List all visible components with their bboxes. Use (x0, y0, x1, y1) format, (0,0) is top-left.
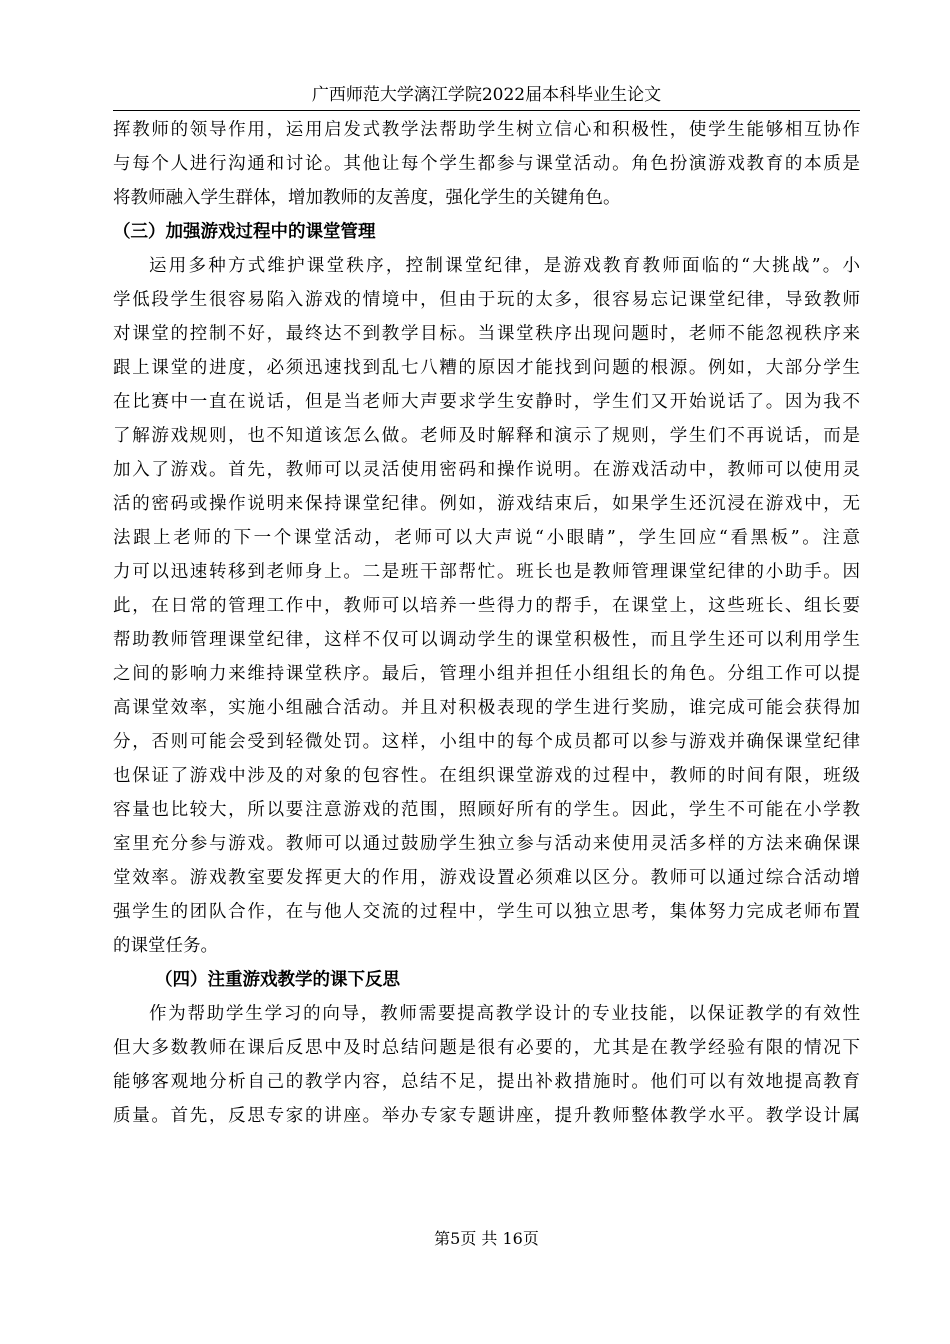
text-line: 堂效率。游戏教室要发挥更大的作用，游戏设置必须难以区分。教师可以通过综合活动增 (113, 868, 860, 888)
text-line: 也保证了游戏中涉及的对象的包容性。在组织课堂游戏的过程中，教师的时间有限，班级 (113, 766, 860, 786)
text-line: 力可以迅速转移到老师身上。二是班干部帮忙。班长也是教师管理课堂纪律的小助手。因 (113, 562, 860, 582)
text-line: 但大多数教师在课后反思中及时总结问题是很有必要的，尤其是在教学经验有限的情况下 (113, 1038, 860, 1058)
text-line: 能够客观地分析自己的教学内容，总结不足，提出补救措施时。他们可以有效地提高教育 (113, 1072, 860, 1092)
text-line: 容量也比较大，所以要注意游戏的范围，照顾好所有的学生。因此，学生不可能在小学教 (113, 800, 860, 820)
paragraph-continued (113, 113, 860, 215)
page-footer (113, 1227, 860, 1251)
text-line: 此，在日常的管理工作中，教师可以培养一些得力的帮手，在课堂上，这些班长、组长要 (113, 596, 860, 616)
text-line: 高课堂效率，实施小组融合活动。并且对积极表现的学生进行奖励，谁完成可能会获得加 (113, 698, 860, 718)
paragraph-classroom-management (113, 249, 860, 963)
text-line: 对课堂的控制不好，最终达不到教学目标。当课堂秩序出现问题时，老师不能忽视秩序来 (113, 324, 860, 344)
running-header (113, 80, 860, 111)
page-body (113, 113, 860, 1133)
text-line: 作为帮助学生学习的向导，教师需要提高教学设计的专业技能，以保证教学的有效性 (149, 1004, 860, 1024)
text-line: 学低段学生很容易陷入游戏的情境中，但由于玩的太多，很容易忘记课堂纪律，导致教师 (113, 290, 860, 310)
paragraph-reflection (113, 997, 860, 1133)
text-line: 将教师融入学生群体，增加教师的友善度，强化学生的关键角色。 (113, 188, 621, 208)
text-line: 运用多种方式维护课堂秩序，控制课堂纪律，是游戏教育教师面临的“大挑战”。小 (149, 256, 860, 276)
text-line: 加入了游戏。首先，教师可以灵活使用密码和操作说明。在游戏活动中，教师可以使用灵 (113, 460, 860, 480)
text-line: 质量。首先，反思专家的讲座。举办专家专题讲座，提升教师整体教学水平。教学设计属 (113, 1106, 860, 1126)
text-line: 帮助教师管理课堂纪律，这样不仅可以调动学生的课堂积极性，而且学生还可以利用学生 (113, 630, 860, 650)
text-line: 与每个人进行沟通和讨论。其他让每个学生都参与课堂活动。角色扮演游戏教育的本质是 (113, 154, 860, 174)
text-line: 之间的影响力来维持课堂秩序。最后，管理小组并担任小组组长的角色。分组工作可以提 (113, 664, 860, 684)
text-line: 活的密码或操作说明来保持课堂纪律。例如，游戏结束后，如果学生还沉浸在游戏中，无 (113, 494, 860, 514)
section-heading-4: （四）注重游戏教学的课下反思 (155, 970, 400, 990)
text-line: 强学生的团队合作，在与他人交流的过程中，学生可以独立思考，集体努力完成老师布置 (113, 902, 860, 922)
header-title: 广西师范大学漓江学院2022届本科毕业生论文 (311, 85, 662, 105)
text-line: 分，否则可能会受到轻微处罚。这样，小组中的每个成员都可以参与游戏并确保课堂纪律 (113, 732, 860, 752)
text-line: 室里充分参与游戏。教师可以通过鼓励学生独立参与活动来使用灵活多样的方法来确保课 (113, 834, 860, 854)
text-line: 了解游戏规则，也不知道该怎么做。老师及时解释和演示了规则，学生们不再说话，而是 (113, 426, 860, 446)
text-line: 跟上课堂的进度，必须迅速找到乱七八糟的原因才能找到问题的根源。例如，大部分学生 (113, 358, 860, 378)
section-heading-3: （三）加强游戏过程中的课堂管理 (113, 222, 376, 242)
text-line: 法跟上老师的下一个课堂活动，老师可以大声说“小眼睛”，学生回应“看黑板”。注意 (113, 528, 860, 548)
text-line: 在比赛中一直在说话，但是当老师大声要求学生安静时，学生们又开始说话了。因为我不 (113, 392, 860, 412)
text-line: 挥教师的领导作用，运用启发式教学法帮助学生树立信心和积极性，使学生能够相互协作 (113, 120, 860, 140)
page-number: 第5页 共 16页 (434, 1229, 539, 1248)
text-line: 的课堂任务。 (113, 936, 218, 956)
